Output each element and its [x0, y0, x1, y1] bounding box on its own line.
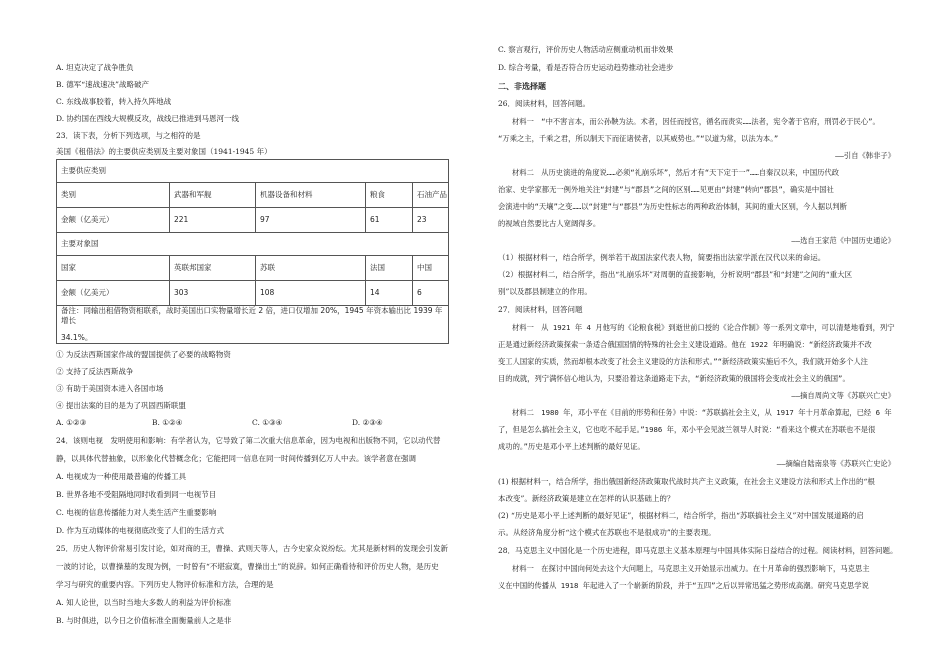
- question-25-line: 学习与研究的重要内容。下列历史人物评价标准和方法，合理的是: [56, 580, 274, 589]
- table-cell: 97: [256, 208, 366, 233]
- table-cell: 23: [413, 208, 449, 233]
- table-cell: 武器和军舰: [170, 183, 256, 208]
- q26-subquestion: （1）根据材料一，结合所学，例举若干战国法家代表人物，简要指出法家学派在汉代以来的命运。: [498, 253, 826, 262]
- table-cell: 类别: [57, 183, 170, 208]
- q27-material2-line: 了，但是怎么搞社会主义，它也吃不起手足。”1986 年，邓小平会见波兰领导人时说：“看来这个模式在苏联也不是很: [498, 425, 876, 434]
- question-23-stem: 23．读下表，分析下列选项，与之相符的是: [56, 131, 201, 140]
- q26-subquestion: （2）根据材料二，结合所学，指出“礼崩乐坏”对周朝的直接影响，分析说明“郡县”和“封建”之间的“重大区: [498, 270, 853, 279]
- option-q25-d[interactable]: D. 综合考量，看是否符合历史运动趋势推动社会进步: [498, 63, 674, 72]
- option-q22-d[interactable]: D. 协约国在西线大规模反攻，战线已推进到马恩河一线: [56, 114, 240, 123]
- section-heading: 二、非选择题: [498, 81, 546, 91]
- table-row: [57, 256, 449, 281]
- question-25-line: 一波的讨论，以曹操墓的发现为例，一时曾有“不堪寂寞，曹操出土”的说辞。如何正确看待和评价历史人物，是历史: [56, 562, 439, 571]
- table-row: [57, 281, 449, 306]
- table-cell: 机器设备和材料: [256, 183, 366, 208]
- question-25-line: 25．历史人物评价常易引发讨论，如对商的王，曹操、武则天等人，古今史家众说纷纭。尤其是新材料的发现会引发新: [56, 544, 449, 553]
- q27-material1-line: 材料一 从 1921 年 4 月他写的《论粮食税》到逝世前口授的《论合作制》等一系列文章中，可以清楚地看到，列宁: [512, 323, 895, 332]
- option-q25-a[interactable]: A. 知人论世，以当时当地大多数人的利益为评价标准: [56, 598, 232, 607]
- table-title: 美国《租借法》的主要供应类别及主要对象国（1941-1945 年）: [56, 147, 272, 156]
- option-q23-d[interactable]: D. ②③④: [352, 418, 383, 427]
- table-section-supply: 主要供应类别: [57, 160, 449, 183]
- q27-subquestion: (2) “历史是邓小平上述判断的最好见证”，根据材料二，结合所学，指出“苏联搞社会主义”对中国发展道路的启: [498, 511, 864, 520]
- question-26-stem: 26．阅读材料，回答问题。: [498, 99, 591, 108]
- q27-material1-line: 正是通过新经济政策探索一条适合俄国国情的特殊的社会主义建设道路。他在 1922 年明确说：“新经济政策并不改: [498, 340, 872, 349]
- q26-subquestion: 别”以及郡县制建立的作用。: [498, 287, 592, 296]
- table-cell: 苏联: [256, 256, 366, 281]
- question-24-line: 静，以具体代替抽象，以形象化代替概念化；它能把同一信息在同一时间传播到亿万人中去。该学者意在强调: [56, 454, 416, 463]
- q26-material2-line: 治家、史学家都无一例外地关注“封建”与“郡县”之间的区别……见更由“封建”转向“郡县”，确实是中国社: [498, 185, 834, 194]
- table-section-countries: 主要对象国: [57, 233, 449, 256]
- table-row: [57, 208, 449, 233]
- q27-material2-line: 成功的。”历史是邓小平上述判断的最好见证。: [498, 442, 645, 451]
- q27-subquestion: 示。从经济角度分析“这个模式在苏联也不是很成功”的主要表现。: [498, 528, 716, 537]
- question-28-stem: 28．马克思主义中国化是一个历史进程，即马克思主义基本原理与中国具体实际日益结合的过程。阅读材料，回答问题。: [498, 546, 898, 555]
- option-q24-d[interactable]: D. 作为互动媒体的电视彻底改变了人们的生活方式: [56, 526, 225, 535]
- table-cell: 法国: [366, 256, 413, 281]
- q26-material2-line: 会演进中的“天壤”之变……以“封建”与“郡县”为历史性标志的两种政治体制，其间的重大区别，今人据以判断: [498, 202, 847, 211]
- option-q22-b[interactable]: B. 德军“速战速决”战略破产: [56, 80, 149, 89]
- table-cell: 221: [170, 208, 256, 233]
- q27-material1-source: ——摘自周尚文等《苏联兴亡史》: [791, 391, 895, 400]
- option-q24-a[interactable]: A. 电视成为一种使用最普遍的传播工具: [56, 472, 187, 481]
- table-cell: 英联邦国家: [170, 256, 256, 281]
- table-cell: 国家: [57, 256, 170, 281]
- option-q25-b[interactable]: B. 与时俱进，以今日之价值标准全面衡量前人之是非: [56, 616, 232, 625]
- table-note-line: 34.1%。: [61, 333, 93, 342]
- lend-lease-table: [56, 159, 449, 344]
- table-cell: 6: [413, 281, 449, 306]
- table-cell: 石油产品: [413, 183, 449, 208]
- option-q22-a[interactable]: A. 坦克决定了战争胜负: [56, 63, 134, 72]
- table-cell: 303: [170, 281, 256, 306]
- q28-material1-line: 材料一 在探讨中国向何处去这个大问题上，马克思主义开始显示出威力。在十月革命的强烈影响下，马克思主: [512, 564, 870, 573]
- table-cell: 14: [366, 281, 413, 306]
- statement-1: ① 为反法西斯国家作战的盟国提供了必要的战略物资: [56, 350, 231, 359]
- option-q22-c[interactable]: C. 东线战事胶着，转入持久阵地战: [56, 97, 172, 106]
- q27-subquestion: 本改变”。新经济政策是建立在怎样的认识基础上的？: [498, 494, 675, 503]
- statement-2: ② 支持了反法西斯战争: [56, 367, 134, 376]
- q26-material2-source: ——选自王家范《中国历史通论》: [791, 236, 895, 245]
- q26-material1-line: 材料一 “中不害言本，而公孙鞅为法。术者，因任而授官，循名而责实……法者，宪令著于官府，刑罚必于民心”。: [512, 117, 880, 126]
- table-cell: 金额（亿美元）: [57, 281, 170, 306]
- option-q24-b[interactable]: B. 世界各地不受阻隔地同时收看到同一电视节目: [56, 490, 217, 499]
- q27-material2-source: ——摘编自陆南泉等《苏联兴亡史论》: [776, 459, 895, 468]
- q26-material2-line: 材料二 从历史演进的角度说……必须“礼崩乐坏”，然后才有“天下定于一”……自秦汉以来，中国历代政: [512, 168, 840, 177]
- q27-material1-line: 目的成就，列宁满怀信心地认为，只要沿着这条道路走下去，“新经济政策的俄国将会变成社会主义的俄国”。: [498, 374, 850, 383]
- q26-material1-source: ——引自《韩非子》: [835, 151, 895, 160]
- statement-4: ④ 提出法案的目的是为了巩固西斯联盟: [56, 401, 186, 410]
- table-cell: 61: [366, 208, 413, 233]
- table-row: [57, 183, 449, 208]
- q26-material1-line: “万乘之主，千乘之君，所以制天下而征诸侯者，以其威势也。”“以道为常，以法为本。”: [498, 134, 779, 143]
- option-q23-b[interactable]: B. ①②④: [152, 418, 183, 427]
- table-cell: 金额（亿美元）: [57, 208, 170, 233]
- table-cell: 108: [256, 281, 366, 306]
- table-note-line: 备注：同输出租借物资相联系，战时美国出口实物量增长近 2 倍，进口仅增加 20%，1945 年资本输出比 1939 年增长: [61, 306, 443, 325]
- q28-material1-line: 义在中国的传播从 1918 年起进入了一个崭新的阶段，并于“五四”之后以异常迅猛之势形成高潮。研究马克思学说: [498, 581, 869, 590]
- option-q23-a[interactable]: A. ①②③: [56, 418, 87, 427]
- table-note: [57, 306, 449, 344]
- q26-material2-line: 的视域自然要比古人宽阔得多。: [498, 219, 601, 228]
- option-q24-c[interactable]: C. 电视的信息传播能力对人类生活产生重要影响: [56, 508, 217, 517]
- option-q23-c[interactable]: C. ①③④: [252, 418, 283, 427]
- option-q25-c[interactable]: C. 察言观行，评价历史人物活动应侧重动机而非效果: [498, 45, 674, 54]
- q27-material2-line: 材料二 1980 年，邓小平在《目前的形势和任务》中说：“苏联搞社会主义，从 1917 年十月革命算起，已经 6 年: [512, 408, 892, 417]
- question-24-line: 24．该则电视 发明使用和影响：有学者认为，它导致了第二次重大信息革命，因为电视和出版物不同，它以动代替: [56, 436, 441, 445]
- statement-3: ③ 有助于美国资本进入各国市场: [56, 384, 164, 393]
- table-cell: 粮食: [366, 183, 413, 208]
- table-cell: 中国: [413, 256, 449, 281]
- q27-material1-line: 变工人国家的实质，然而却根本改变了社会主义建设的方法和形式。”“新经济政策实施后不久，我们就开始多个人注: [498, 357, 868, 366]
- question-27-stem: 27．阅读材料，回答问题: [498, 305, 583, 314]
- q27-subquestion: (1) 根据材料一，结合所学，指出俄国新经济政策取代战时共产主义政策，在社会主义建设方法和形式上作出的“根: [498, 477, 875, 486]
